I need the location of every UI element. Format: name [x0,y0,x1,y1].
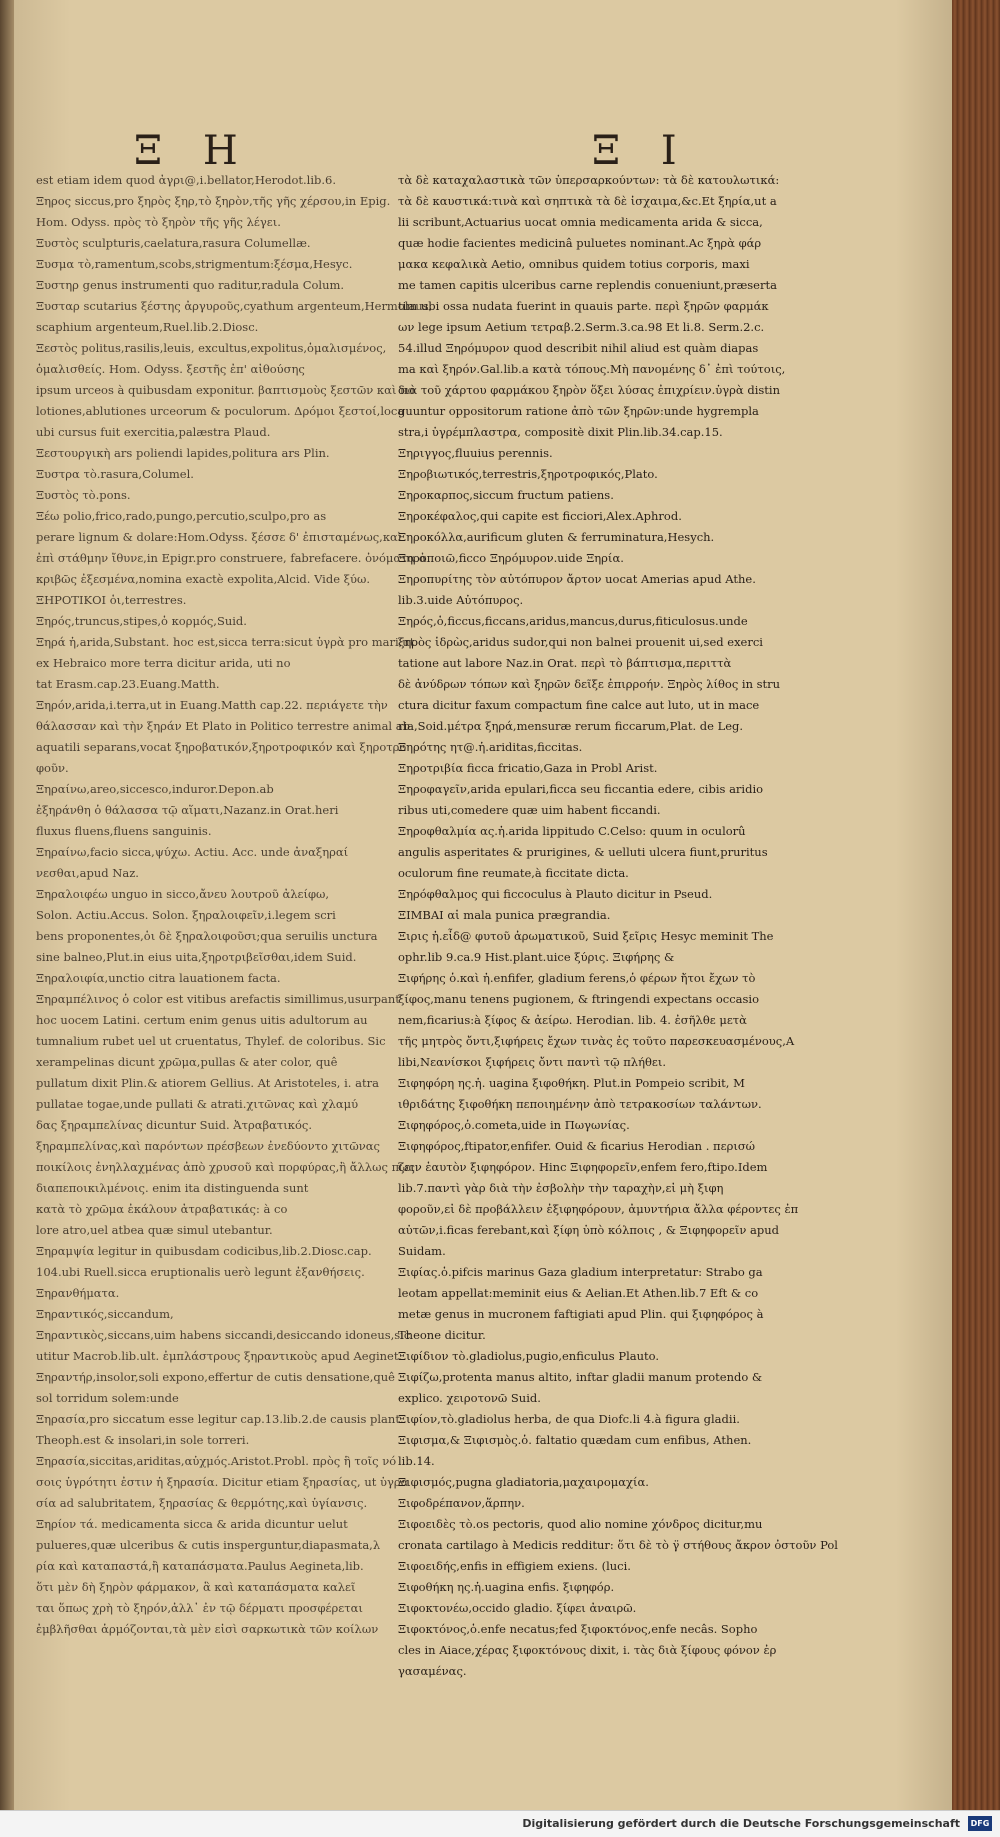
dfg-logo: DFG [968,1816,992,1831]
text-line: scaphium argenteum,Ruel.lib.2.Diosc. [36,320,259,334]
text-line: Ξιφίας.ὁ.pifcis marinus Gaza gladium interpretatur: Strabo ga [398,1265,763,1279]
text-line: metæ genus in mucronem faftigiati apud Plin. qui ξιφηφόρος à [398,1307,764,1321]
text-line: Ξιφισμα,& Ξιφισμὸς.ὁ. faltatio quædam cum enfibus, Athen. [398,1433,752,1447]
text-line: nem,ficarius:à ξίφος & ἀείρω. Herodian. lib. 4. ἐσῆλθε μετὰ [398,1013,747,1027]
text-line: leotam appellat:meminit eius & Aelian.Et Athen.lib.7 Eft & co [398,1286,759,1300]
text-line: Ξεστὸς politus,rasilis,leuis, excultus,expolitus,ὁμαλισμένος, [36,341,387,355]
text-line: lore atro,uel atbea quæ simul utebantur. [36,1223,273,1237]
text-line: Ξιφοειδὲς τὸ.os pectoris, quod alio nomine χόνδρος dicitur,mu [398,1517,763,1531]
text-line: ποικίλοις ἐνηλλαχμένας ἀπὸ χρυσοῦ καὶ πορφύρας,ἢ ἄλλως πως [36,1160,415,1174]
text-line: Ξηραλοιφία,unctio citra lauationem facta. [36,971,281,985]
text-line: Hom. Odyss. πρὸς τὸ ξηρὸν τῆς γῆς λέγει. [36,215,281,229]
text-line: Suidam. [398,1244,446,1258]
text-line: Ξηρασία,siccitas,ariditas,αὐχμός.Aristot.Probl. πρὸς ἣ τοῖς νό [36,1454,397,1468]
text-line: Ξιφοειδής,enfis in effigiem exiens. (luci. [398,1559,631,1573]
text-line: αὐτῶν,i.ficas ferebant,καὶ ξίφη ὑπὸ κόλποις , & Ξιφηφορεῖν apud [398,1223,780,1237]
text-line: σοις ὑγρότητι ἐστιν ἡ ξηρασία. Dicitur etiam ξηρασίας, ut ὑγρα [36,1475,409,1489]
text-line: ma καὶ ξηρόν.Gal.lib.a κατὰ τόπους.Μὴ πανομένης δ᾽ ἐπὶ τούτοις, [398,362,786,376]
text-line: quæ hodie facientes medicinâ puluetes nominant.Ac ξηρὰ φάρ [398,236,762,250]
footer-bar [0,1810,1000,1837]
running-head-left: Ξ Η [134,128,252,174]
text-line: Ξιφίον,τὸ.gladiolus herba, de qua Diofc.li 4.à figura gladii. [398,1412,740,1426]
text-line: Ξηριγγος,fluuius perennis. [398,446,553,460]
text-line: ex Hebraico more terra dicitur arida, uti no [36,656,291,670]
text-line: tatione aut labore Naz.in Orat. περὶ τὸ βάπτισμα,περιττὰ [398,656,732,670]
text-line: Ξιφηφόρος,ὁ.cometa,uide in Πωγωνίας. [398,1118,630,1132]
text-line: Ξηραντικὸς,siccans,uim habens siccandi,desiccando idoneus,sic [36,1328,411,1342]
running-head-right: Ξ Ι [592,128,691,174]
text-line: φοῦν. [36,761,69,775]
text-line: tat Erasm.cap.23.Euang.Matth. [36,677,220,691]
text-line: διὰ τοῦ χάρτου φαρμάκου ξηρὸν ὅξει λύσας ἐπιχρίειν.ὑγρὰ distin [398,383,780,397]
text-line: lii scribunt,Actuarius uocat omnia medicamenta arida & sicca, [398,215,763,229]
text-line: Ξηραντήρ,insolor,soli expono,effertur de cutis densatione,quê [36,1370,395,1384]
text-line: ξηρὸς ἱδρὼς,aridus sudor,qui non balnei prouenit ui,sed exerci [398,635,763,649]
text-line: Ξηρανθήματα. [36,1286,120,1300]
text-line: angulis asperitates & prurigines, & uelluti ulcera fiunt,pruritus [398,845,768,859]
text-line: νεσθαι,apud Naz. [36,866,139,880]
text-line: ξίφος,manu tenens pugionem, & ftringendi expectans occasio [398,992,760,1006]
text-line: ζειν ἑαυτὸν ξιφηφόρον. Hinc Ξιφηφορεῖν,enfem fero,ftipo.Idem [398,1160,768,1174]
text-line: ophr.lib 9.ca.9 Hist.plant.uice ξύρις. Ξιφήρης & [398,950,675,964]
text-line: cronata cartilago à Medicis redditur: ὅτι δὲ τὸ γ̈ στήθους ἄκρον ὀστοῦν Pol [398,1538,838,1552]
text-line: pulueres,quæ ulceribus & cutis insperguntur,diapasmata,λ [36,1538,381,1552]
text-line: sol torridum solem:unde [36,1391,179,1405]
text-line: Ξηρασία,pro siccatum esse legitur cap.13.lib.2.de causis plant. [36,1412,404,1426]
text-line: libi,Νεανίσκοι ξιφήρεις ὄντι παντὶ τῷ πλήθει. [398,1055,667,1069]
text-line: perare lignum & dolare:Hom.Odyss. ξέσσε δ' ἐπισταμένως,καὶ [36,530,403,544]
text-line: Ξηραντικός,siccandum, [36,1307,174,1321]
text-line: pullatae togae,unde pullati & atrati.χιτῶνας καὶ χλαμύ [36,1097,359,1111]
text-line: Ξιφισμός,pugna gladiatoria,μαχαιρομαχία. [398,1475,649,1489]
text-line: Ξηρος siccus,pro ξηρὸς ξηρ,τὸ ξηρὸν,τῆς γῆς χέρσου,in Epig. [36,194,391,208]
text-line: me tamen capitis ulceribus carne replendis conueniunt,præserta [398,278,777,292]
text-line: aquatili separans,vocat ξηροβατικόν,ξηροτροφικόν καὶ ξηροτρο [36,740,407,754]
text-line: Ξηραμψία legitur in quibusdam codicibus,lib.2.Diosc.cap. [36,1244,372,1258]
text-line: σία ad salubritatem, ξηρασίας & θερμότης,καὶ ὑγίανσις. [36,1496,368,1510]
text-line: Ξιφοκτονέω,occido gladio. ξίφει ἀναιρῶ. [398,1601,637,1615]
text-line: μακα κεφαλικὰ Aetio, omnibus quidem totius corporis, maxi [398,257,750,271]
text-line: ubi cursus fuit exercitia,palæstra Plaud. [36,425,271,439]
text-line: ὁμαλισθείς. Hom. Odyss. ξεστῆς ἐπ' αἰθούσης [36,362,305,376]
text-line: sine balneo,Plut.in eius uita,ξηροτριβεῖσθαι,idem Suid. [36,950,357,964]
text-line: Ξηραίνω,areo,siccesco,induror.Depon.ab [36,782,274,796]
text-line: Ξυστηρ genus instrumenti quo raditur,radula Colum. [36,278,345,292]
text-line: ιθριδάτης ξιφοθήκη πεποιημένην ἀπὸ τετρακοσίων ταλάντων. [398,1097,762,1111]
text-line: Ξηροτριβία ficca fricatio,Gaza in Probl Arist. [398,761,658,775]
book-page [14,0,952,1810]
text-line: Ξηρός,ὁ,ficcus,ficcans,aridus,mancus,durus,fiticulosus.unde [398,614,748,628]
text-line: Ξεστουργικὴ ars poliendi lapides,politura ars Plin. [36,446,330,460]
text-line: ων lege ipsum Aetium τετραβ.2.Serm.3.ca.98 Et li.8. Serm.2.c. [398,320,765,334]
text-line: Ξηροκέφαλος,qui capite est ficciori,Alex.Aphrod. [398,509,682,523]
text-line: oculorum fine reumate,à ficcitate dicta. [398,866,629,880]
text-line: κριβῶς ἐξεσμένα,nomina exactè expolita,Alcid. Vide ξύω. [36,572,371,586]
text-line: Ξηροπυρίτης τὸν αὐτόπυρον ἄρτον uocat Amerias apud Athe. [398,572,756,586]
text-line: θάλασσαν καὶ τὴν ξηράν Et Plato in Politico terrestre animal ab [36,719,410,733]
text-line: Ξηροκαρπος,siccum fructum patiens. [398,488,614,502]
text-line: hoc uocem Latini. certum enim genus uitis adultorum au [36,1013,368,1027]
text-line: ribus uti,comedere quæ uim habent ficcandi. [398,803,661,817]
text-line: Ξηραίνω,facio sicca,ψύχω. Actiu. Acc. unde ἀναξηραί [36,845,349,859]
text-line: Ξηραμπέλινος ὁ color est vitibus arefactis simillimus,usurpant [36,992,400,1006]
text-line: Ξηραλοιφέω unguo in sicco,ἄνευ λουτροῦ ἀλείφω, [36,887,330,901]
text-line: tumnalium rubet uel ut cruentatus, Thylef. de coloribus. Sic [36,1034,386,1048]
text-line: ipsum urceos à quibusdam exponitur. βαπτισμοὺς ξεστῶν καὶ πο [36,383,415,397]
text-line: διαπεποικιλμένοις. enim ita distinguenda sunt [36,1181,309,1195]
text-line: Ξιφίδιον τὸ.gladiolus,pugio,enficulus Plauto. [398,1349,660,1363]
text-line: 54.illud Ξηρόμυρον quod describit nihil aliud est quàm diapas [398,341,759,355]
text-line: Ξυστρα τὸ.rasura,Columel. [36,467,194,481]
text-line: Ξηροφθαλμία ας.ἡ.arida lippitudo C.Celso: quum in oculorû [398,824,746,838]
text-line: Ξυσμα τὸ,ramentum,scobs,strigmentum:ξέσμα,Hesyc. [36,257,353,271]
text-line: Ξηροβιωτικός,terrestris,ξηροτροφικός,Plato. [398,467,658,481]
text-line: fluxus fluens,fluens sanguinis. [36,824,212,838]
text-line: xerampelinas dicunt χρῶμα,pullas & ater color, quê [36,1055,338,1069]
text-line: κατὰ τὸ χρῶμα ἐκάλουν ἀτραβατικάς: à co [36,1202,288,1216]
book-page-edges [952,0,1000,1810]
text-line: Ξηροποιῶ,ficco Ξηρόμυρον.uide Ξηρία. [398,551,624,565]
text-line: δας ξηραμπελίνας dicuntur Suid. Ἀτραβατικός. [36,1118,312,1132]
text-line: Theone dicitur. [398,1328,486,1342]
text-line: stra,i ὑγρέμπλαστρα, compositè dixit Plin.lib.34.cap.15. [398,425,723,439]
text-line: γασαμένας. [398,1664,467,1678]
text-line: τὰ δὲ καταχαλαστικὰ τῶν ὑπερσαρκούντων: τὰ δὲ κατουλωτικά: [398,173,780,187]
text-line: est etiam idem quod ἀγρι@,i.bellator,Herodot.lib.6. [36,173,336,187]
text-line: lib.7.παντὶ γὰρ διὰ τὴν ἐσβολὴν τὴν ταραχὴν,εἰ μὴ ξιφη [398,1181,724,1195]
text-line: Theoph.est & insolari,in sole torreri. [36,1433,250,1447]
text-line: bens proponentes,ὁι δὲ ξηραλοιφοῦσι;qua seruilis unctura [36,929,378,943]
text-line: Ξηροφαγεῖν,arida epulari,ficca seu ficcantia edere, cibis aridio [398,782,764,796]
text-line: lotiones,ablutiones urceorum & poculorum. Δρόμοι ξεστοί,loca [36,404,405,418]
text-line: lib.3.uide Αὐτόπυρος. [398,593,524,607]
text-line: ctura dicitur faxum compactum fine calce aut luto, ut in mace [398,698,760,712]
text-line: Ξηρά ἡ,arida,Substant. hoc est,sicca terra:sicut ὑγρὰ pro mari,ut [36,635,415,649]
text-line: guuntur oppositorum ratione ἀπὸ τῶν ξηρῶν:unde hygrempla [398,404,759,418]
text-line: Ξιφοκτόνος,ὁ.enfe necatus;fed ξιφοκτόνος,enfe necâs. Sopho [398,1622,758,1636]
text-line: ria,Soid.μέτρα ξηρά,mensuræ rerum ficcarum,Plat. de Leg. [398,719,744,733]
text-line: Ξηροκόλλα,aurificum gluten & ferruminatura,Hesych. [398,530,715,544]
text-line: τὰ δὲ καυστικά:τινὰ καὶ σηπτικὰ τὰ δὲ ἰσχαιμα,&c.Et ξηρία,ut a [398,194,777,208]
text-line: Ξυστὸς sculpturis,caelatura,rasura Columellæ. [36,236,311,250]
text-line: ται ὅπως χρὴ τὸ ξηρόν,ἀλλ᾽ ἐν τῷ δέρματι προσφέρεται [36,1601,363,1615]
text-line: tim ubi ossa nudata fuerint in quauis parte. περὶ ξηρῶν φαρμάκ [398,299,769,313]
text-line: ὅτι μὲν δὴ ξηρὸν φάρμακον, ἃ καὶ καταπάσματα καλεῖ [36,1580,356,1594]
text-line: explico. χειροτονῶ Suid. [398,1391,541,1405]
text-line: Ξηρόφθαλμος qui ficcoculus à Plauto dicitur in Pseud. [398,887,713,901]
text-line: Ξιφηφόρος,ftipator,enfifer. Ouid & ficarius Herodian . περισώ [398,1139,756,1153]
right-column [398,170,838,1682]
text-line: Solon. Actiu.Accus. Solon. ξηραλοιφεῖν,i.legem scri [36,908,336,922]
text-line: Ξηρότης ητ@.ἡ.ariditas,ficcitas. [398,740,583,754]
text-line: 104.ubi Ruell.sicca eruptionalis uerò legunt ἐξανθήσεις. [36,1265,365,1279]
text-line: cles in Aiace,χέρας ξιφοκτόνους dixit, i. τὰς διὰ ξίφους φόνον ἐρ [398,1643,777,1657]
text-line: Ξιφίζω,protenta manus altito, inftar gladii manum protendo & [398,1370,763,1384]
text-line: ἐμβλῆσθαι ἁρμόζονται,τὰ μὲν εἰσὶ σαρκωτικὰ τῶν κοίλων [36,1622,379,1636]
text-line: Ξηρόν,arida,i.terra,ut in Euang.Matth cap.22. περιάγετε τὴν [36,698,388,712]
text-line: Ξηρός,truncus,stipes,ὁ κορμός,Suid. [36,614,247,628]
text-line: lib.14. [398,1454,435,1468]
text-line: ρία καὶ καταπαστά,ἢ καταπάσματα.Paulus Aegineta,lib. [36,1559,364,1573]
text-line: Ξιφήρης ὁ.καὶ ἡ.enfifer, gladium ferens,ὁ φέρων ἤτοι ἔχων τὸ [398,971,756,985]
text-line: utitur Macrob.lib.ult. ἐμπλάστρους ξηραντικοὺς apud Aeginet. [36,1349,403,1363]
text-line: Ξιφηφόρη ης.ἡ. uagina ξιφοθήκη. Plut.in Pompeio scribit, Μ [398,1076,745,1090]
text-line: ΞΗΡΟΤΙΚΟΙ ὁι,terrestres. [36,593,187,607]
binding-gutter [0,0,14,1836]
text-line: Ξιρις ἡ.εἶδ@ φυτοῦ ἀρωματικοῦ, Suid ξεῖρις Hesyc meminit The [398,929,774,943]
text-line: Ξιφοδρέπανον,ἅρπην. [398,1496,525,1510]
text-line: δὲ ἀνύδρων τόπων καὶ ξηρῶν δεῖξε ἐπιρροήν. Ξηρὸς λίθος in stru [398,677,781,691]
footer-credit: Digitalisierung gefördert durch die Deutsche Forschungsgemeinschaft [522,1817,960,1830]
text-line: ἐξηράνθη ὁ θάλασσα τῷ αἵματι,Nazanz.in Orat.heri [36,803,339,817]
text-line: φοροῦν,εἰ δὲ προβάλλειν ἐξιφηφόρουν, ἀμυντήρια ἄλλα φέροντες ἐπ [398,1202,799,1216]
text-line: ἐπὶ στάθμην ἴθυνε,in Epigr.pro construere, fabrefacere. ὀνόματα ἀ [36,551,427,565]
text-line: ΞΙΜΒΑΙ αἱ mala punica prægrandia. [398,908,611,922]
text-line: Ξηρίον τά. medicamenta sicca & arida dicuntur uelut [36,1517,348,1531]
text-line: Ξυσταρ scutarius ξέστης ἀργυροῦς,cyathum argenteum,Hermolaus, [36,299,433,313]
text-line: pullatum dixit Plin.& atiorem Gellius. At Aristoteles, i. atra [36,1076,379,1090]
text-line: Ξυστὸς τὸ.pons. [36,488,131,502]
text-line: ξηραμπελίνας,καὶ παρόντων πρέσβεων ἐνεδύοντο χιτῶνας [36,1139,380,1153]
text-line: τῆς μητρὸς ὄντι,ξιφήρεις ἔχων τινὰς ἐς τοῦτο παρεσκευασμένους,A [398,1034,795,1048]
text-line: Ξέω polio,frico,rado,pungo,percutio,sculpo,pro as [36,509,327,523]
text-line: Ξιφοθήκη ης.ἡ.uagina enfis. ξιφηφόρ. [398,1580,615,1594]
